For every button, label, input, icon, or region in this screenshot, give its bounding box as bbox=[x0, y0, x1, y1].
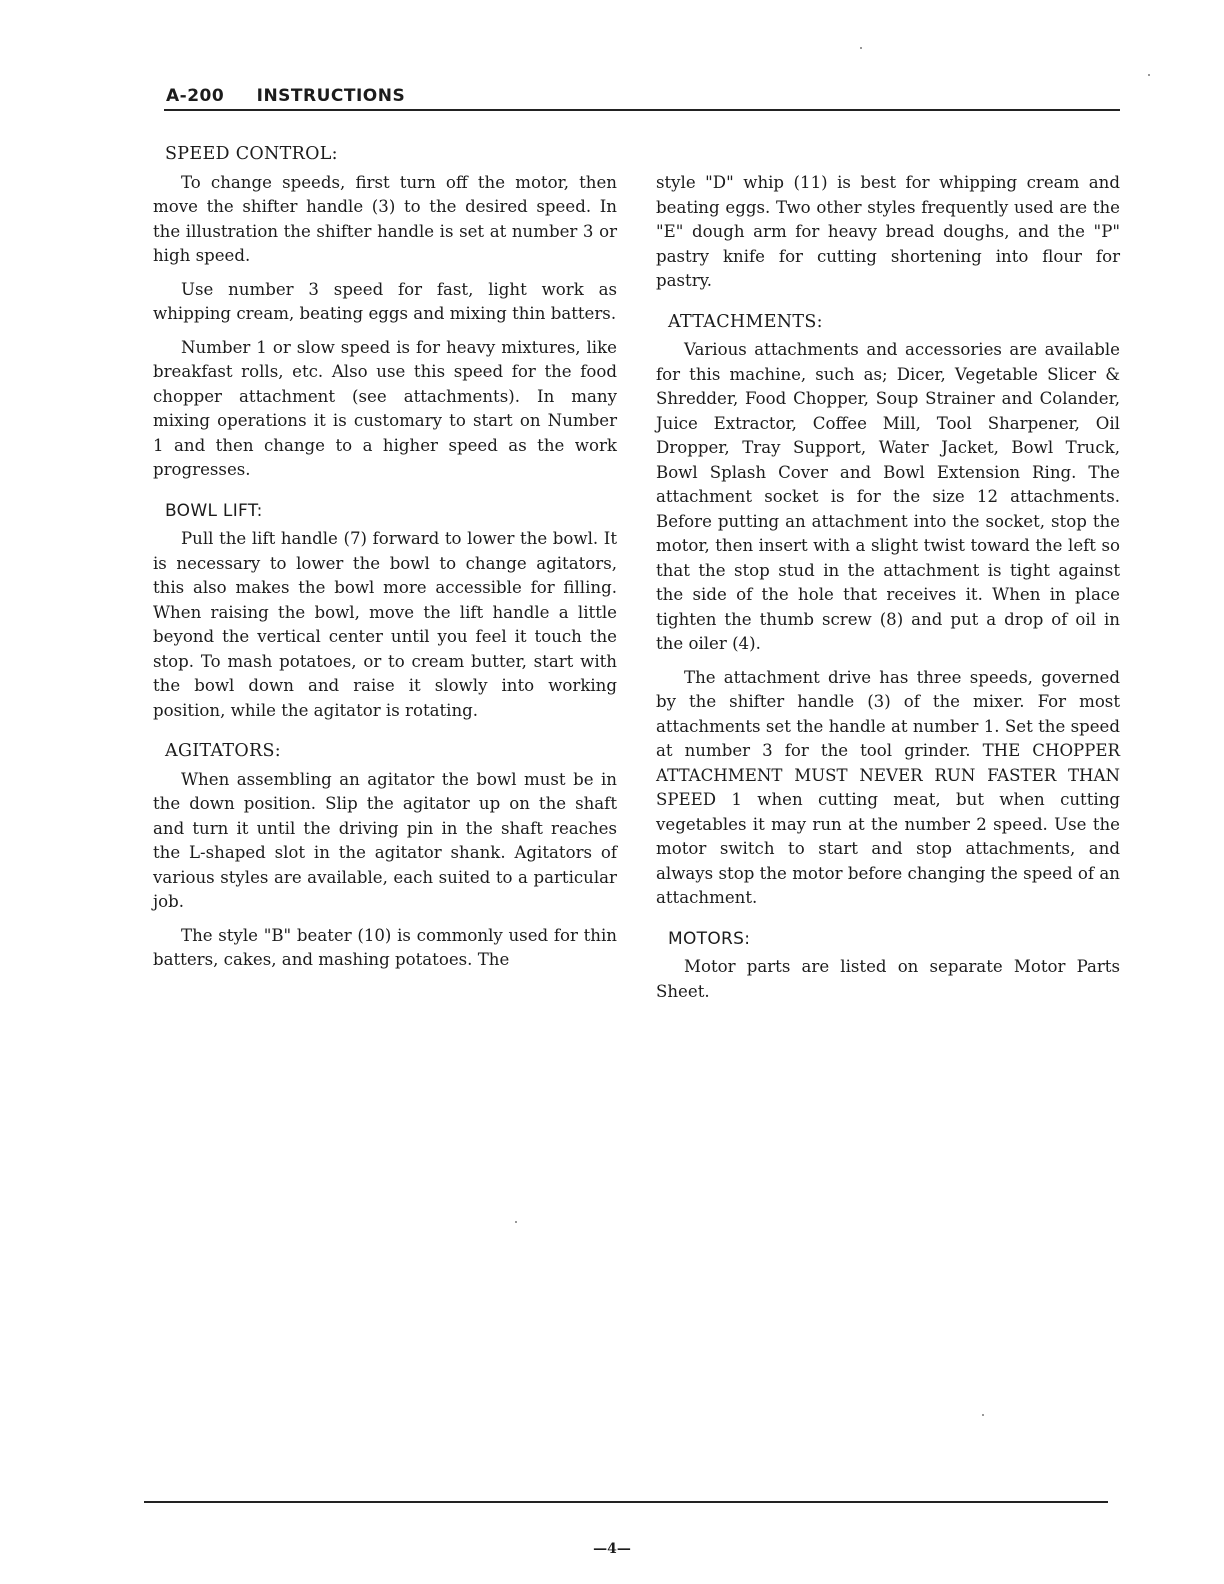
section-heading: BOWL LIFT: bbox=[165, 500, 263, 521]
paragraph: When assembling an agitator the bowl must be in the down position. Slip the agitator up on the shaft and turn it until the driving pin in the shaft reaches the L-shaped slot in the agitator shank. Agitators of various styles are available, each suited to a particular job. bbox=[153, 769, 617, 911]
paragraph: style "D" whip (11) is best for whipping cream and beating eggs. Two other styles frequently used are the "E" dough arm for heavy bread doughs, and the "P" pastry knife for cutting shortening into flour for pastry. bbox=[656, 173, 1120, 290]
page-header bbox=[166, 86, 1118, 106]
page-number: —4— bbox=[593, 1541, 631, 1557]
scan-speck bbox=[982, 1414, 984, 1416]
scan-speck bbox=[1148, 74, 1150, 76]
section-speed-control bbox=[153, 142, 617, 483]
section-heading: ATTACHMENTS: bbox=[668, 311, 823, 332]
section-agitators bbox=[153, 739, 617, 973]
section-agitators-continued bbox=[656, 171, 1120, 294]
section-heading: SPEED CONTROL: bbox=[165, 144, 338, 164]
section-bowl-lift bbox=[153, 499, 617, 724]
scan-speck bbox=[515, 1221, 517, 1223]
section-heading: MOTORS: bbox=[668, 928, 751, 949]
header-rule bbox=[164, 109, 1120, 111]
paragraph: Number 1 or slow speed is for heavy mixtures, like breakfast rolls, etc. Also use this speed for the food chopper attachment (see attachments). In many mixing operations it is customary to start on Number 1 and then change to a higher speed as the work progresses. bbox=[153, 337, 617, 479]
left-column bbox=[153, 142, 617, 989]
paragraph: Motor parts are listed on separate Motor Parts Sheet. bbox=[656, 957, 1120, 1001]
scan-speck bbox=[860, 47, 862, 49]
paragraph: Pull the lift handle (7) forward to lower the bowl. It is necessary to lower the bowl to change agitators, this also makes the bowl more accessible for filling. When raising the bowl, move the lift handle a little beyond the vertical center until you feel it touch the stop. To mash potatoes, or to cream butter, start with the bowl down and raise it slowly into working position, while the agitator is rotating. bbox=[153, 529, 617, 720]
header-title: INSTRUCTIONS bbox=[256, 86, 406, 106]
paragraph: Use number 3 speed for fast, light work as whipping cream, beating eggs and mixing thin batters. bbox=[153, 279, 617, 323]
right-column bbox=[656, 171, 1120, 1020]
footer-rule bbox=[144, 1501, 1108, 1503]
section-motors bbox=[656, 927, 1120, 1005]
document-code: A-200 bbox=[166, 86, 225, 106]
paragraph: The attachment drive has three speeds, governed by the shifter handle (3) of the mixer. For most attachments set the handle at number 1. Set the speed at number 3 for the tool grinder. THE CHOPPER ATTACHMENT MUST NEVER RUN FASTER THAN SPEED 1 when cutting meat, but when cutting vegetables it may run at the number 2 speed. Use the motor switch to start and stop attachments, and always stop the motor before changing the speed of an attachment. bbox=[656, 667, 1120, 907]
section-heading: AGITATORS: bbox=[165, 741, 282, 761]
section-attachments bbox=[656, 310, 1120, 911]
paragraph: Various attachments and accessories are available for this machine, such as; Dicer, Vegetable Slicer & Shredder, Food Chopper, Soup Strainer and Colander, Juice Extractor, Coffee Mill, Tool Sharpener, Oil Dropper, Tray Support, Water Jacket, Bowl Truck, Bowl Splash Cover and Bowl Extension Ring. The attachment socket is for the size 12 attachments. Before putting an attachment into the socket, stop the motor, then insert with a slight twist toward the left so that the stop stud in the attachment is tight against the side of the hole that receives it. When in place tighten the thumb screw (8) and put a drop of oil in the oiler (4). bbox=[656, 340, 1120, 653]
paragraph: The style "B" beater (10) is commonly used for thin batters, cakes, and mashing potatoes. The bbox=[153, 925, 617, 969]
paragraph: To change speeds, first turn off the motor, then move the shifter handle (3) to the desired speed. In the illustration the shifter handle is set at number 3 or high speed. bbox=[153, 172, 617, 265]
